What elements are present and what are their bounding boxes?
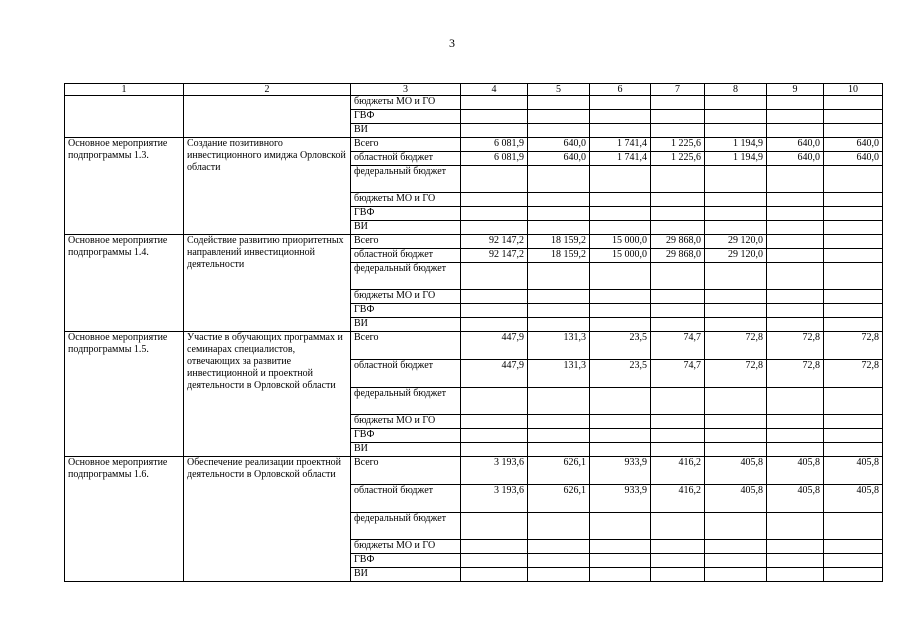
value-cell	[651, 263, 705, 290]
value-cell	[824, 318, 883, 332]
source-cell: Всего	[351, 235, 461, 249]
value-cell	[824, 96, 883, 110]
source-cell: бюджеты МО и ГО	[351, 415, 461, 429]
value-cell: 18 159,2	[528, 235, 590, 249]
value-cell: 405,8	[824, 485, 883, 513]
source-cell: областной бюджет	[351, 249, 461, 263]
value-cell: 92 147,2	[461, 235, 528, 249]
value-cell	[824, 193, 883, 207]
value-cell	[461, 415, 528, 429]
value-cell: 640,0	[824, 152, 883, 166]
value-cell	[651, 429, 705, 443]
value-cell	[824, 429, 883, 443]
value-cell	[705, 540, 767, 554]
value-cell: 416,2	[651, 485, 705, 513]
value-cell	[590, 207, 651, 221]
value-cell	[590, 221, 651, 235]
value-cell	[767, 568, 824, 582]
value-cell	[528, 443, 590, 457]
value-cell	[590, 513, 651, 540]
source-cell: областной бюджет	[351, 360, 461, 388]
value-cell	[651, 290, 705, 304]
value-cell	[528, 110, 590, 124]
value-cell: 640,0	[767, 138, 824, 152]
value-cell: 416,2	[651, 457, 705, 485]
column-header-4: 4	[461, 84, 528, 96]
value-cell	[528, 207, 590, 221]
value-cell	[528, 554, 590, 568]
value-cell: 405,8	[767, 485, 824, 513]
value-cell	[528, 263, 590, 290]
value-cell	[528, 304, 590, 318]
value-cell	[590, 415, 651, 429]
source-cell: ГВФ	[351, 429, 461, 443]
source-cell: областной бюджет	[351, 485, 461, 513]
budget-table	[64, 83, 883, 582]
column-header-7: 7	[651, 84, 705, 96]
value-cell: 6 081,9	[461, 138, 528, 152]
value-cell	[651, 166, 705, 193]
value-cell: 640,0	[824, 138, 883, 152]
value-cell	[767, 540, 824, 554]
column-header-1: 1	[65, 84, 184, 96]
value-cell	[528, 96, 590, 110]
source-cell: областной бюджет	[351, 152, 461, 166]
value-cell	[705, 318, 767, 332]
event-cell-continued	[65, 96, 184, 138]
value-cell	[767, 166, 824, 193]
value-cell: 23,5	[590, 360, 651, 388]
value-cell	[528, 221, 590, 235]
value-cell	[590, 429, 651, 443]
source-cell: бюджеты МО и ГО	[351, 193, 461, 207]
value-cell	[651, 304, 705, 318]
source-cell: ВИ	[351, 568, 461, 582]
value-cell: 29 868,0	[651, 235, 705, 249]
value-cell	[824, 166, 883, 193]
value-cell	[705, 221, 767, 235]
value-cell: 640,0	[528, 138, 590, 152]
value-cell: 72,8	[767, 360, 824, 388]
value-cell	[461, 540, 528, 554]
value-cell	[461, 554, 528, 568]
source-cell: Всего	[351, 332, 461, 360]
value-cell: 74,7	[651, 360, 705, 388]
value-cell: 72,8	[705, 360, 767, 388]
value-cell	[651, 110, 705, 124]
value-cell: 29 868,0	[651, 249, 705, 263]
value-cell: 29 120,0	[705, 235, 767, 249]
value-cell: 405,8	[705, 485, 767, 513]
value-cell: 6 081,9	[461, 152, 528, 166]
value-cell: 15 000,0	[590, 235, 651, 249]
value-cell: 72,8	[824, 360, 883, 388]
value-cell	[651, 318, 705, 332]
source-cell: федеральный бюджет	[351, 513, 461, 540]
value-cell	[590, 540, 651, 554]
column-header-6: 6	[590, 84, 651, 96]
value-cell	[767, 415, 824, 429]
value-cell	[705, 263, 767, 290]
value-cell	[590, 166, 651, 193]
value-cell	[824, 568, 883, 582]
value-cell: 1 225,6	[651, 152, 705, 166]
value-cell	[767, 193, 824, 207]
value-cell	[705, 554, 767, 568]
value-cell: 3 193,6	[461, 485, 528, 513]
header-row	[65, 84, 883, 96]
value-cell	[590, 193, 651, 207]
source-cell: бюджеты МО и ГО	[351, 96, 461, 110]
title-cell-continued	[184, 96, 351, 138]
value-cell	[528, 290, 590, 304]
value-cell	[528, 193, 590, 207]
value-cell	[590, 96, 651, 110]
value-cell	[651, 124, 705, 138]
value-cell	[767, 207, 824, 221]
value-cell: 18 159,2	[528, 249, 590, 263]
value-cell	[528, 415, 590, 429]
value-cell	[705, 568, 767, 582]
event-cell: Основное мероприятие подпрограммы 1.5.	[65, 332, 184, 457]
source-cell: ВИ	[351, 124, 461, 138]
source-cell: ВИ	[351, 221, 461, 235]
source-cell: бюджеты МО и ГО	[351, 540, 461, 554]
value-cell: 15 000,0	[590, 249, 651, 263]
source-cell: ВИ	[351, 318, 461, 332]
value-cell	[651, 388, 705, 415]
value-cell	[824, 124, 883, 138]
value-cell: 933,9	[590, 457, 651, 485]
value-cell	[590, 263, 651, 290]
title-cell: Создание позитивного инвестиционного имиджа Орловской области	[184, 138, 351, 235]
value-cell	[824, 388, 883, 415]
value-cell: 640,0	[767, 152, 824, 166]
value-cell	[767, 110, 824, 124]
value-cell: 447,9	[461, 360, 528, 388]
value-cell: 405,8	[705, 457, 767, 485]
value-cell	[705, 207, 767, 221]
value-cell	[767, 443, 824, 457]
value-cell	[651, 513, 705, 540]
value-cell	[824, 415, 883, 429]
value-cell	[651, 443, 705, 457]
value-cell	[461, 207, 528, 221]
value-cell	[767, 96, 824, 110]
value-cell	[767, 221, 824, 235]
value-cell	[461, 193, 528, 207]
value-cell: 72,8	[705, 332, 767, 360]
value-cell	[528, 166, 590, 193]
source-cell: федеральный бюджет	[351, 263, 461, 290]
value-cell: 447,9	[461, 332, 528, 360]
value-cell	[767, 318, 824, 332]
value-cell	[824, 554, 883, 568]
value-cell	[767, 235, 824, 249]
value-cell	[824, 110, 883, 124]
value-cell	[824, 221, 883, 235]
value-cell	[590, 290, 651, 304]
value-cell	[651, 540, 705, 554]
value-cell	[590, 304, 651, 318]
value-cell	[705, 443, 767, 457]
value-cell	[651, 568, 705, 582]
value-cell	[461, 124, 528, 138]
value-cell	[651, 415, 705, 429]
value-cell	[651, 207, 705, 221]
value-cell	[824, 249, 883, 263]
value-cell	[461, 290, 528, 304]
column-header-5: 5	[528, 84, 590, 96]
table-row	[65, 235, 883, 249]
value-cell	[461, 263, 528, 290]
value-cell	[767, 513, 824, 540]
table-row	[65, 138, 883, 152]
value-cell	[767, 124, 824, 138]
value-cell: 405,8	[767, 457, 824, 485]
value-cell	[461, 388, 528, 415]
value-cell	[590, 388, 651, 415]
value-cell	[590, 318, 651, 332]
value-cell	[528, 429, 590, 443]
source-cell: бюджеты МО и ГО	[351, 290, 461, 304]
value-cell	[767, 304, 824, 318]
source-cell: ГВФ	[351, 304, 461, 318]
continuation-row	[65, 96, 883, 110]
value-cell	[651, 96, 705, 110]
value-cell	[767, 263, 824, 290]
event-cell: Основное мероприятие подпрограммы 1.6.	[65, 457, 184, 582]
value-cell	[461, 96, 528, 110]
source-cell: федеральный бюджет	[351, 388, 461, 415]
value-cell	[461, 429, 528, 443]
value-cell	[705, 96, 767, 110]
event-cell: Основное мероприятие подпрограммы 1.3.	[65, 138, 184, 235]
value-cell: 1 194,9	[705, 138, 767, 152]
value-cell	[528, 513, 590, 540]
value-cell	[590, 110, 651, 124]
value-cell: 1 194,9	[705, 152, 767, 166]
value-cell	[461, 304, 528, 318]
value-cell	[705, 110, 767, 124]
value-cell: 626,1	[528, 457, 590, 485]
value-cell	[590, 568, 651, 582]
value-cell	[528, 540, 590, 554]
value-cell	[651, 554, 705, 568]
value-cell: 92 147,2	[461, 249, 528, 263]
value-cell	[461, 443, 528, 457]
value-cell	[767, 388, 824, 415]
value-cell	[767, 554, 824, 568]
source-cell: ГВФ	[351, 554, 461, 568]
value-cell	[705, 429, 767, 443]
value-cell: 405,8	[824, 457, 883, 485]
value-cell: 23,5	[590, 332, 651, 360]
value-cell	[461, 568, 528, 582]
value-cell: 933,9	[590, 485, 651, 513]
column-header-9: 9	[767, 84, 824, 96]
value-cell	[705, 193, 767, 207]
value-cell	[824, 540, 883, 554]
source-cell: федеральный бюджет	[351, 166, 461, 193]
value-cell: 1 741,4	[590, 152, 651, 166]
value-cell: 1 225,6	[651, 138, 705, 152]
value-cell: 131,3	[528, 360, 590, 388]
source-cell: Всего	[351, 138, 461, 152]
title-cell: Обеспечение реализации проектной деятельности в Орловской области	[184, 457, 351, 582]
value-cell	[528, 124, 590, 138]
value-cell	[705, 415, 767, 429]
value-cell: 3 193,6	[461, 457, 528, 485]
value-cell	[824, 290, 883, 304]
source-cell: Всего	[351, 457, 461, 485]
source-cell: ГВФ	[351, 207, 461, 221]
table-row	[65, 332, 883, 360]
title-cell: Участие в обучающих программах и семинарах специалистов, отвечающих за развитие инвестиционной и проектной деятельности в Орловской области	[184, 332, 351, 457]
value-cell: 640,0	[528, 152, 590, 166]
value-cell	[461, 318, 528, 332]
title-cell: Содействие развитию приоритетных направлений инвестиционной деятельности	[184, 235, 351, 332]
value-cell	[590, 443, 651, 457]
value-cell	[767, 429, 824, 443]
value-cell	[590, 124, 651, 138]
column-header-8: 8	[705, 84, 767, 96]
value-cell	[461, 110, 528, 124]
source-cell: ГВФ	[351, 110, 461, 124]
value-cell	[705, 290, 767, 304]
value-cell	[824, 235, 883, 249]
value-cell	[767, 290, 824, 304]
value-cell	[705, 124, 767, 138]
value-cell	[528, 318, 590, 332]
source-cell: ВИ	[351, 443, 461, 457]
value-cell	[824, 207, 883, 221]
value-cell: 626,1	[528, 485, 590, 513]
value-cell	[824, 443, 883, 457]
table-row	[65, 457, 883, 485]
value-cell: 29 120,0	[705, 249, 767, 263]
value-cell	[528, 568, 590, 582]
value-cell	[590, 554, 651, 568]
page-number: 3	[449, 36, 455, 50]
column-header-2: 2	[184, 84, 351, 96]
value-cell	[528, 388, 590, 415]
value-cell	[705, 388, 767, 415]
value-cell	[705, 166, 767, 193]
value-cell	[824, 513, 883, 540]
value-cell: 131,3	[528, 332, 590, 360]
value-cell	[824, 304, 883, 318]
value-cell	[651, 221, 705, 235]
value-cell	[461, 513, 528, 540]
value-cell	[461, 221, 528, 235]
value-cell	[461, 166, 528, 193]
value-cell	[651, 193, 705, 207]
event-cell: Основное мероприятие подпрограммы 1.4.	[65, 235, 184, 332]
column-header-10: 10	[824, 84, 883, 96]
value-cell	[705, 304, 767, 318]
value-cell	[824, 263, 883, 290]
value-cell: 74,7	[651, 332, 705, 360]
value-cell: 72,8	[767, 332, 824, 360]
value-cell: 1 741,4	[590, 138, 651, 152]
value-cell	[705, 513, 767, 540]
value-cell: 72,8	[824, 332, 883, 360]
column-header-3: 3	[351, 84, 461, 96]
value-cell	[767, 249, 824, 263]
